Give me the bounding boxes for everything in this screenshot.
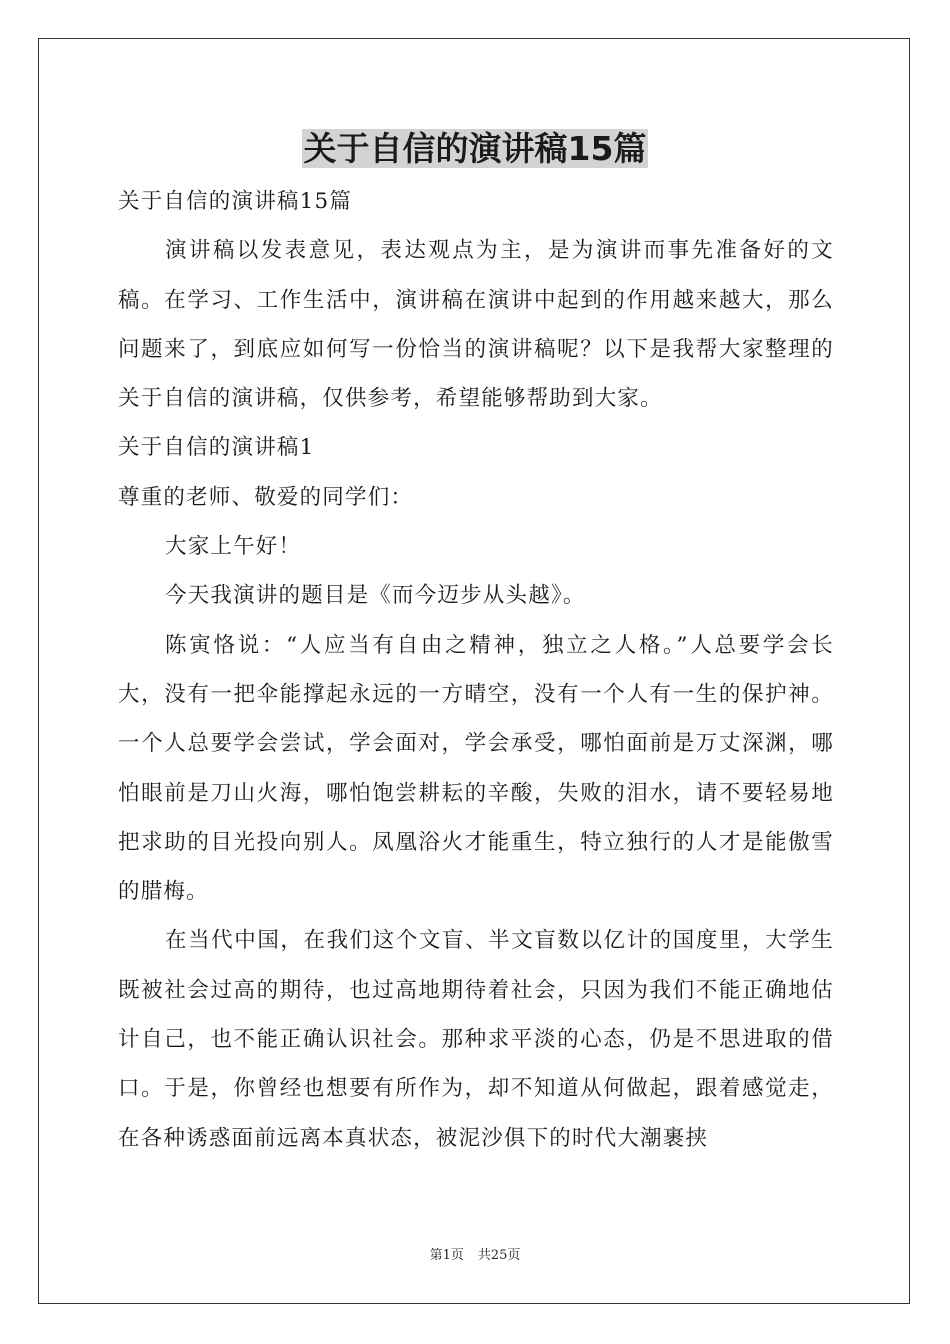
salutation: 尊重的老师、敬爱的同学们： [118,484,414,510]
document-title [0,124,950,174]
paragraph: 今天我演讲的题目是《而今迈步从头越》。 [165,583,586,609]
paragraph: 大家上午好！ [165,534,302,560]
page-footer [0,1244,950,1263]
paragraph: 在当代中国，在我们这个文盲、半文盲数以亿计的国度里，大学生既被社会过高的期待，也过高地期待着社会，只因为我们不能正确地估计自己，也不能正确认识社会。那种求平淡的心态，仍是不思进取的借口。于是，你曾经也想要有所作为，却不知道从何做起，跟着感觉走，在各种诱惑面前远离本真状态，被泥沙俱下的时代大潮裹挟 [118,928,834,1151]
section-heading: 关于自信的演讲稿1 [118,435,315,461]
document-title-text: 关于自信的演讲稿15篇 [303,129,647,168]
paragraph: 演讲稿以发表意见，表达观点为主，是为演讲而事先准备好的文稿。在学习、工作生活中，演讲稿在演讲中起到的作用越来越大，那么问题来了，到底应如何写一份恰当的演讲稿呢？以下是我帮大家整理的关于自信的演讲稿，仅供参考，希望能够帮助到大家。 [118,238,834,412]
document-body [118,177,834,1163]
paragraph: 陈寅恪说：“人应当有自由之精神，独立之人格。”人总要学会长大，没有一把伞能撑起永远的一方晴空，没有一个人有一生的保护神。一个人总要学会尝试，学会面对，学会承受，哪怕面前是万丈深渊，哪怕眼前是刀山火海，哪怕饱尝耕耘的辛酸，失败的泪水，请不要轻易地把求助的目光投向别人。凤凰浴火才能重生，特立独行的人才是能傲雪的腊梅。 [118,632,834,905]
page-number: 第1页 [429,1248,464,1263]
paragraph: 关于自信的演讲稿15篇 [118,189,353,214]
page-total: 共25页 [477,1248,521,1263]
